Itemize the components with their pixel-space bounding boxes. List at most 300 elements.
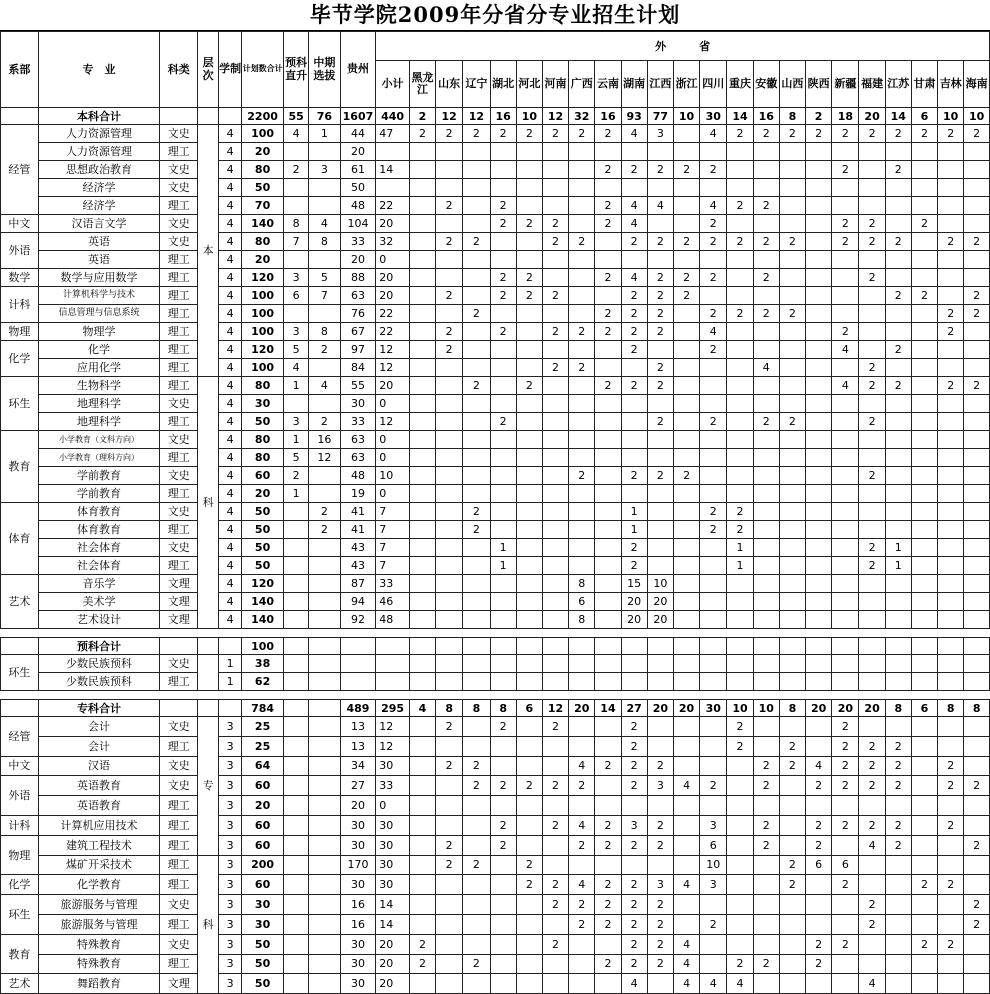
province-count-cell (779, 717, 805, 737)
province-count-cell (753, 575, 779, 593)
province-count-cell: 2 (700, 215, 727, 233)
province-count-cell (727, 611, 753, 629)
province-count-cell (516, 557, 542, 575)
province-count-cell (409, 673, 435, 691)
guizhou-cell: 20 (340, 251, 376, 269)
province-count-cell: 2 (806, 815, 832, 835)
province-count-cell (938, 215, 964, 233)
province-count-cell (885, 215, 911, 233)
province-count-cell: 2 (463, 305, 490, 323)
category-cell: 理工 (160, 736, 198, 756)
province-count-cell (463, 323, 490, 341)
dept-cell: 艺术 (1, 575, 39, 629)
province-count-cell: 2 (595, 125, 621, 143)
mid-cell (309, 539, 340, 557)
province-count-cell (964, 395, 990, 413)
province-count-cell: 2 (753, 233, 779, 251)
province-count-cell (647, 431, 673, 449)
header-dept: 系部 (1, 32, 39, 108)
province-count-cell (409, 287, 435, 305)
province-count-cell (859, 305, 885, 323)
province-count-cell (409, 413, 435, 431)
mid-cell (309, 954, 340, 974)
province-count-cell (832, 179, 859, 197)
province-count-cell: 2 (595, 161, 621, 179)
province-count-cell (938, 287, 964, 305)
category-cell: 文史 (160, 161, 198, 179)
table-row (1, 521, 990, 539)
province-count-cell (673, 251, 699, 269)
province-count-cell: 2 (542, 215, 568, 233)
province-count-cell (779, 395, 805, 413)
province-count-cell: 2 (859, 736, 885, 756)
province-count-cell: 2 (779, 125, 805, 143)
province-count-cell: 2 (832, 776, 859, 796)
total-plan: 784 (242, 700, 284, 717)
province-count-cell: 2 (542, 359, 568, 377)
province-count-cell (806, 875, 832, 895)
province-count-cell: 2 (806, 934, 832, 954)
province-count-cell: 2 (964, 835, 990, 855)
years-cell: 4 (219, 251, 242, 269)
province-count-cell: 2 (859, 215, 885, 233)
category-cell: 文理 (160, 974, 198, 994)
province-count-cell (964, 593, 990, 611)
province-count-cell: 2 (727, 717, 753, 737)
province-count-cell (753, 914, 779, 934)
province-count-cell (595, 539, 621, 557)
province-count-cell (673, 143, 699, 161)
province-count-cell: 2 (595, 197, 621, 215)
total-province-count: 32 (569, 108, 595, 125)
province-count-cell: 2 (727, 305, 753, 323)
province-count-cell (409, 539, 435, 557)
province-count-cell (806, 377, 832, 395)
prep-cell (284, 575, 309, 593)
total-blank (1, 638, 39, 655)
province-count-cell (647, 449, 673, 467)
province-count-cell (436, 467, 463, 485)
province-count-cell (859, 855, 885, 875)
province-count-cell (516, 756, 542, 776)
province-count-cell (647, 539, 673, 557)
header-province: 黑龙江 (409, 61, 435, 108)
province-count-cell (490, 161, 516, 179)
plan-cell: 20 (242, 143, 284, 161)
province-count-cell (516, 914, 542, 934)
plan-cell: 50 (242, 413, 284, 431)
province-count-cell (911, 756, 937, 776)
total-blank (219, 108, 242, 125)
prep-cell (284, 914, 309, 934)
province-count-cell: 4 (673, 776, 699, 796)
dept-cell: 中文 (1, 756, 39, 776)
province-count-cell: 2 (542, 815, 568, 835)
province-count-cell (806, 557, 832, 575)
province-count-cell (409, 756, 435, 776)
province-count-cell: 2 (832, 215, 859, 233)
province-count-cell: 2 (911, 934, 937, 954)
province-count-cell: 2 (938, 756, 964, 776)
province-count-cell (859, 485, 885, 503)
province-count-cell (911, 914, 937, 934)
province-count-cell: 2 (753, 305, 779, 323)
province-count-cell (806, 395, 832, 413)
province-count-cell (806, 287, 832, 305)
province-count-cell (516, 161, 542, 179)
province-count-cell: 2 (832, 875, 859, 895)
section-gap (1, 629, 990, 638)
major-cell: 计算机应用技术 (38, 815, 160, 835)
plan-cell: 100 (242, 125, 284, 143)
years-cell: 3 (219, 835, 242, 855)
province-count-cell (832, 914, 859, 934)
province-count-cell (490, 251, 516, 269)
province-count-cell (938, 575, 964, 593)
province-count-cell (647, 736, 673, 756)
province-count-cell (753, 377, 779, 395)
province-count-cell (806, 161, 832, 179)
header-province: 广西 (569, 61, 595, 108)
guizhou-cell: 13 (340, 736, 376, 756)
years-cell: 4 (219, 287, 242, 305)
province-count-cell (647, 395, 673, 413)
province-count-cell (436, 305, 463, 323)
province-count-cell (885, 875, 911, 895)
province-count-cell (700, 287, 727, 305)
province-count-cell (673, 359, 699, 377)
province-count-cell (859, 287, 885, 305)
province-count-cell (832, 467, 859, 485)
province-count-cell: 2 (621, 835, 647, 855)
plan-cell: 60 (242, 815, 284, 835)
province-count-cell: 2 (542, 776, 568, 796)
plan-cell: 50 (242, 503, 284, 521)
province-count-cell (779, 377, 805, 395)
mid-cell (309, 875, 340, 895)
total-province-count (911, 638, 937, 655)
province-count-cell (436, 431, 463, 449)
plan-cell: 50 (242, 934, 284, 954)
province-count-cell (911, 467, 937, 485)
province-count-cell (938, 197, 964, 215)
province-count-cell: 2 (964, 914, 990, 934)
province-count-cell: 2 (490, 287, 516, 305)
province-count-cell: 4 (700, 125, 727, 143)
prep-cell (284, 776, 309, 796)
total-prep: 55 (284, 108, 309, 125)
province-count-cell (409, 179, 435, 197)
province-count-cell: 2 (885, 835, 911, 855)
province-count-cell (647, 485, 673, 503)
province-count-cell (938, 895, 964, 915)
province-count-cell (595, 593, 621, 611)
total-province-count: 20 (806, 700, 832, 717)
province-count-cell: 3 (647, 125, 673, 143)
subtotal-cell: 30 (376, 756, 410, 776)
province-count-cell (490, 377, 516, 395)
province-count-cell (436, 875, 463, 895)
province-count-cell: 2 (859, 269, 885, 287)
province-count-cell (409, 835, 435, 855)
province-count-cell (938, 467, 964, 485)
province-count-cell (436, 776, 463, 796)
province-count-cell: 2 (621, 467, 647, 485)
province-count-cell (569, 395, 595, 413)
plan-cell: 70 (242, 197, 284, 215)
category-cell: 文史 (160, 467, 198, 485)
mid-cell (309, 895, 340, 915)
province-count-cell (753, 467, 779, 485)
header-province: 山东 (436, 61, 463, 108)
province-count-cell (859, 673, 885, 691)
province-count-cell: 2 (463, 125, 490, 143)
province-count-cell (964, 539, 990, 557)
province-count-cell (516, 835, 542, 855)
mid-cell: 2 (309, 503, 340, 521)
province-count-cell: 2 (779, 756, 805, 776)
years-cell: 4 (219, 611, 242, 629)
province-count-cell (911, 251, 937, 269)
province-count-cell (911, 485, 937, 503)
prep-cell (284, 251, 309, 269)
province-count-cell: 2 (727, 954, 753, 974)
total-province-count: 10 (964, 108, 990, 125)
province-count-cell: 2 (885, 776, 911, 796)
province-count-cell (673, 431, 699, 449)
province-count-cell: 2 (832, 934, 859, 954)
province-count-cell: 2 (490, 815, 516, 835)
province-count-cell (569, 855, 595, 875)
province-count-cell (516, 575, 542, 593)
subtotal-cell: 20 (376, 287, 410, 305)
province-count-cell: 2 (859, 557, 885, 575)
province-count-cell (542, 197, 568, 215)
years-cell: 3 (219, 736, 242, 756)
plan-cell: 200 (242, 855, 284, 875)
province-count-cell: 4 (806, 756, 832, 776)
guizhou-cell: 30 (340, 835, 376, 855)
dept-cell: 化学 (1, 341, 39, 377)
header-province: 海南 (964, 61, 990, 108)
major-cell: 汉语 (38, 756, 160, 776)
province-count-cell (806, 539, 832, 557)
province-count-cell (516, 521, 542, 539)
province-count-cell (964, 359, 990, 377)
province-count-cell: 2 (516, 287, 542, 305)
province-count-cell (832, 485, 859, 503)
table-row (1, 717, 990, 737)
province-count-cell (964, 269, 990, 287)
guizhou-cell: 84 (340, 359, 376, 377)
province-count-cell: 2 (595, 954, 621, 974)
major-cell: 人力资源管理 (38, 125, 160, 143)
province-count-cell (727, 855, 753, 875)
total-label: 专科合计 (38, 700, 160, 717)
guizhou-cell: 20 (340, 143, 376, 161)
province-count-cell: 2 (938, 377, 964, 395)
years-cell: 4 (219, 125, 242, 143)
guizhou-cell: 30 (340, 815, 376, 835)
table-row (1, 341, 990, 359)
province-count-cell: 2 (516, 855, 542, 875)
province-count-cell (542, 305, 568, 323)
province-count-cell (436, 377, 463, 395)
province-count-cell: 10 (700, 855, 727, 875)
province-count-cell (673, 593, 699, 611)
province-count-cell (938, 413, 964, 431)
mid-cell (309, 305, 340, 323)
province-count-cell: 2 (938, 125, 964, 143)
category-cell: 理工 (160, 305, 198, 323)
province-count-cell (595, 934, 621, 954)
province-count-cell (516, 717, 542, 737)
province-count-cell (569, 341, 595, 359)
province-count-cell (911, 377, 937, 395)
province-count-cell: 1 (490, 539, 516, 557)
province-count-cell: 2 (806, 954, 832, 974)
province-count-cell (885, 305, 911, 323)
province-count-cell (832, 143, 859, 161)
prep-cell (284, 875, 309, 895)
province-count-cell (911, 323, 937, 341)
prep-cell (284, 815, 309, 835)
province-count-cell (569, 161, 595, 179)
province-count-cell (753, 593, 779, 611)
major-cell: 应用化学 (38, 359, 160, 377)
category-cell: 文史 (160, 233, 198, 251)
years-cell: 3 (219, 776, 242, 796)
years-cell: 4 (219, 575, 242, 593)
province-count-cell (938, 143, 964, 161)
province-count-cell (700, 359, 727, 377)
years-cell: 4 (219, 485, 242, 503)
province-count-cell: 2 (859, 359, 885, 377)
province-count-cell (911, 593, 937, 611)
plan-cell: 62 (242, 673, 284, 691)
years-cell: 1 (219, 655, 242, 673)
province-count-cell (964, 521, 990, 539)
province-count-cell (595, 341, 621, 359)
province-count-cell (463, 835, 490, 855)
province-count-cell (911, 233, 937, 251)
table-row (1, 467, 990, 485)
plan-cell: 20 (242, 485, 284, 503)
prep-cell (284, 796, 309, 816)
province-count-cell: 2 (621, 287, 647, 305)
subtotal-cell: 12 (376, 736, 410, 756)
province-count-cell (436, 611, 463, 629)
province-count-cell (779, 673, 805, 691)
total-province-count: 20 (832, 700, 859, 717)
category-cell: 理工 (160, 269, 198, 287)
header-province: 福建 (859, 61, 885, 108)
province-count-cell: 2 (463, 776, 490, 796)
province-count-cell (621, 673, 647, 691)
province-count-cell (964, 756, 990, 776)
years-cell: 3 (219, 796, 242, 816)
province-count-cell: 2 (409, 934, 435, 954)
category-cell: 文史 (160, 215, 198, 233)
province-count-cell (409, 717, 435, 737)
province-count-cell (806, 431, 832, 449)
subtotal-cell: 7 (376, 539, 410, 557)
major-cell: 生物科学 (38, 377, 160, 395)
province-count-cell (806, 895, 832, 915)
province-count-cell (964, 655, 990, 673)
header-major: 专 业 (38, 32, 160, 108)
province-count-cell (463, 593, 490, 611)
prep-cell: 4 (284, 359, 309, 377)
province-count-cell (463, 431, 490, 449)
province-count-cell (569, 796, 595, 816)
prep-cell: 8 (284, 215, 309, 233)
total-subtotal: 440 (376, 108, 410, 125)
province-count-cell (436, 575, 463, 593)
province-count-cell: 2 (832, 233, 859, 251)
table-row (1, 377, 990, 395)
header-guizhou: 贵州 (340, 32, 376, 108)
mid-cell (309, 485, 340, 503)
province-count-cell (806, 323, 832, 341)
province-count-cell (436, 557, 463, 575)
province-count-cell (490, 796, 516, 816)
province-count-cell: 1 (727, 539, 753, 557)
province-count-cell (911, 269, 937, 287)
category-cell: 理工 (160, 323, 198, 341)
province-count-cell (409, 776, 435, 796)
guizhou-cell: 41 (340, 503, 376, 521)
province-count-cell: 1 (885, 539, 911, 557)
province-count-cell: 2 (647, 359, 673, 377)
province-count-cell (859, 575, 885, 593)
province-count-cell (569, 215, 595, 233)
major-cell: 舞蹈教育 (38, 974, 160, 994)
mid-cell (309, 914, 340, 934)
province-count-cell (964, 161, 990, 179)
total-guizhou: 1607 (340, 108, 376, 125)
province-count-cell (542, 521, 568, 539)
mid-cell (309, 575, 340, 593)
plan-cell: 100 (242, 305, 284, 323)
province-count-cell (463, 815, 490, 835)
province-count-cell (700, 485, 727, 503)
province-count-cell (516, 467, 542, 485)
province-count-cell (516, 143, 542, 161)
province-count-cell: 2 (595, 323, 621, 341)
province-count-cell (490, 655, 516, 673)
province-count-cell: 4 (832, 341, 859, 359)
province-count-cell (436, 539, 463, 557)
subtotal-cell: 12 (376, 413, 410, 431)
province-count-cell (700, 895, 727, 915)
province-count-cell (753, 251, 779, 269)
province-count-cell (436, 934, 463, 954)
total-province-count: 8 (436, 700, 463, 717)
table-row (1, 655, 990, 673)
category-cell: 理工 (160, 796, 198, 816)
mid-cell: 5 (309, 269, 340, 287)
province-count-cell (569, 736, 595, 756)
category-cell: 文史 (160, 125, 198, 143)
major-cell: 小学教育（理科方向） (38, 449, 160, 467)
province-count-cell (964, 557, 990, 575)
category-cell: 理工 (160, 875, 198, 895)
category-cell: 理工 (160, 359, 198, 377)
province-count-cell: 2 (964, 305, 990, 323)
dept-cell: 外语 (1, 233, 39, 269)
province-count-cell: 8 (569, 575, 595, 593)
